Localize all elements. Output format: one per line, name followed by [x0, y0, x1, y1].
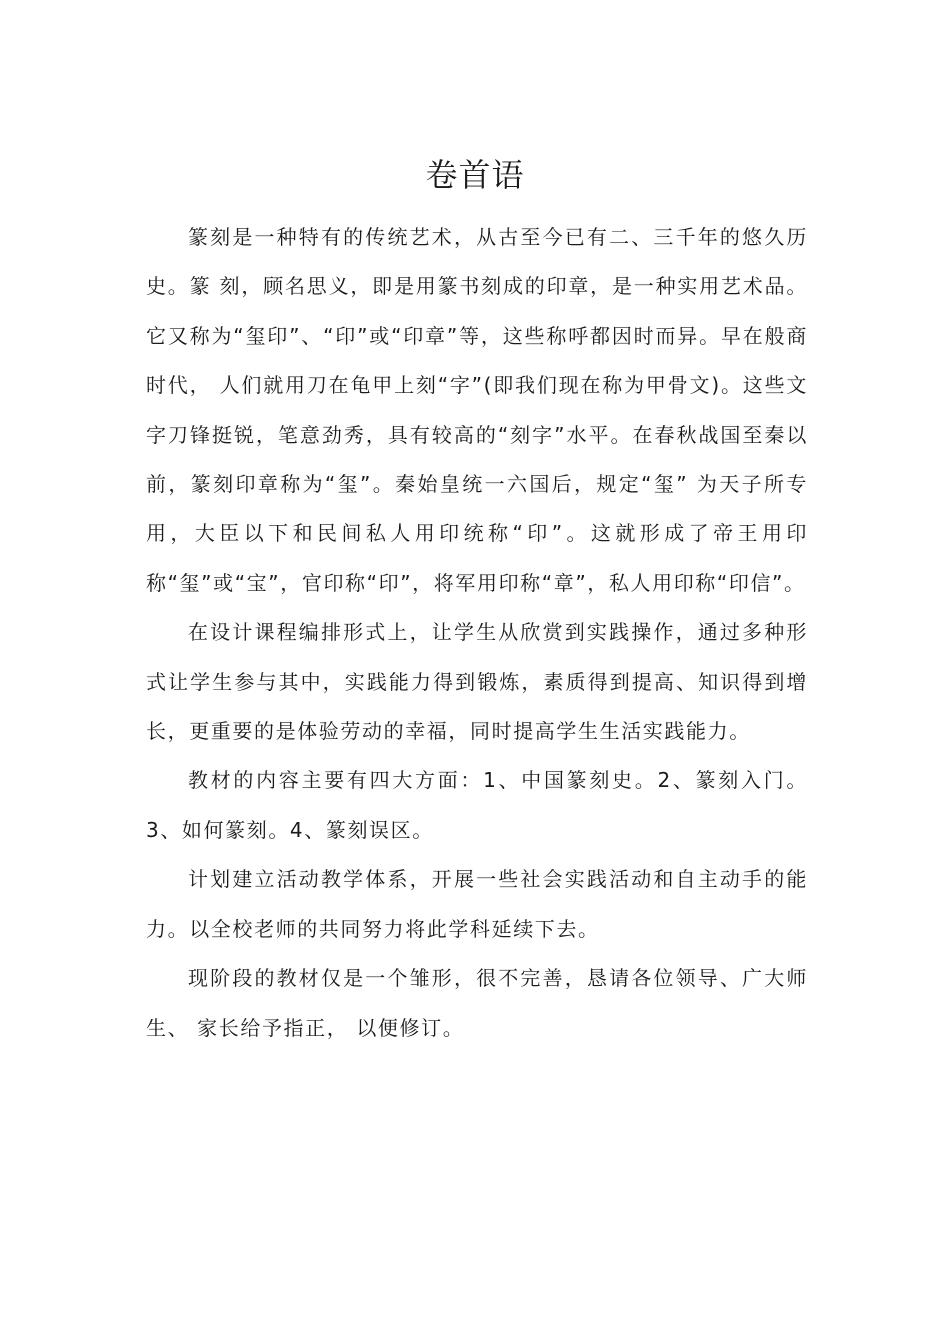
body-text — [146, 213, 808, 1053]
paragraph-history: 篆刻是一种特有的传统艺术，从古至今已有二、三千年的悠久历史。篆 刻，顾名思义，即是用篆书刻成的印章，是一种实用艺术品。它又称为“玺印”、“印”或“印章”等，这些称呼都因时而异。早在般商时代， 人们就用刀在龟甲上刻“字”(即我们现在称为甲骨文)。这些文字刀锋挺锐，笔意劲秀，具有较高的“刻字”水平。在春秋战国至秦以前，篆刻印章称为“玺”。秦始皇统一六国后，规定“玺” 为天子所专用，大臣以下和民间私人用印统称“印”。这就形成了帝王用印称“玺”或“宝”，官印称“印”，将军用印称“章”，私人用印称“印信”。 — [146, 225, 808, 595]
paragraph-closing: 现阶段的教材仅是一个雏形，很不完善，恳请各位领导、广大师生、 家长给予指正， 以便修订。 — [146, 966, 808, 1040]
paragraph-plan: 计划建立活动教学体系，开展一些社会实践活动和自主动手的能力。以全校老师的共同努力将此学科延续下去。 — [146, 867, 808, 941]
paragraph-content-overview: 教材的内容主要有四大方面：1、中国篆刻史。2、篆刻入门。 3、如何篆刻。4、篆刻误区。 — [146, 768, 808, 842]
paragraph-course-design: 在设计课程编排形式上，让学生从欣赏到实践操作，通过多种形式让学生参与其中，实践能力得到锻炼，素质得到提高、知识得到增长，更重要的是体验劳动的幸福，同时提高学生生活实践能力。 — [146, 620, 808, 744]
page-title: 卷首语 — [425, 156, 525, 194]
